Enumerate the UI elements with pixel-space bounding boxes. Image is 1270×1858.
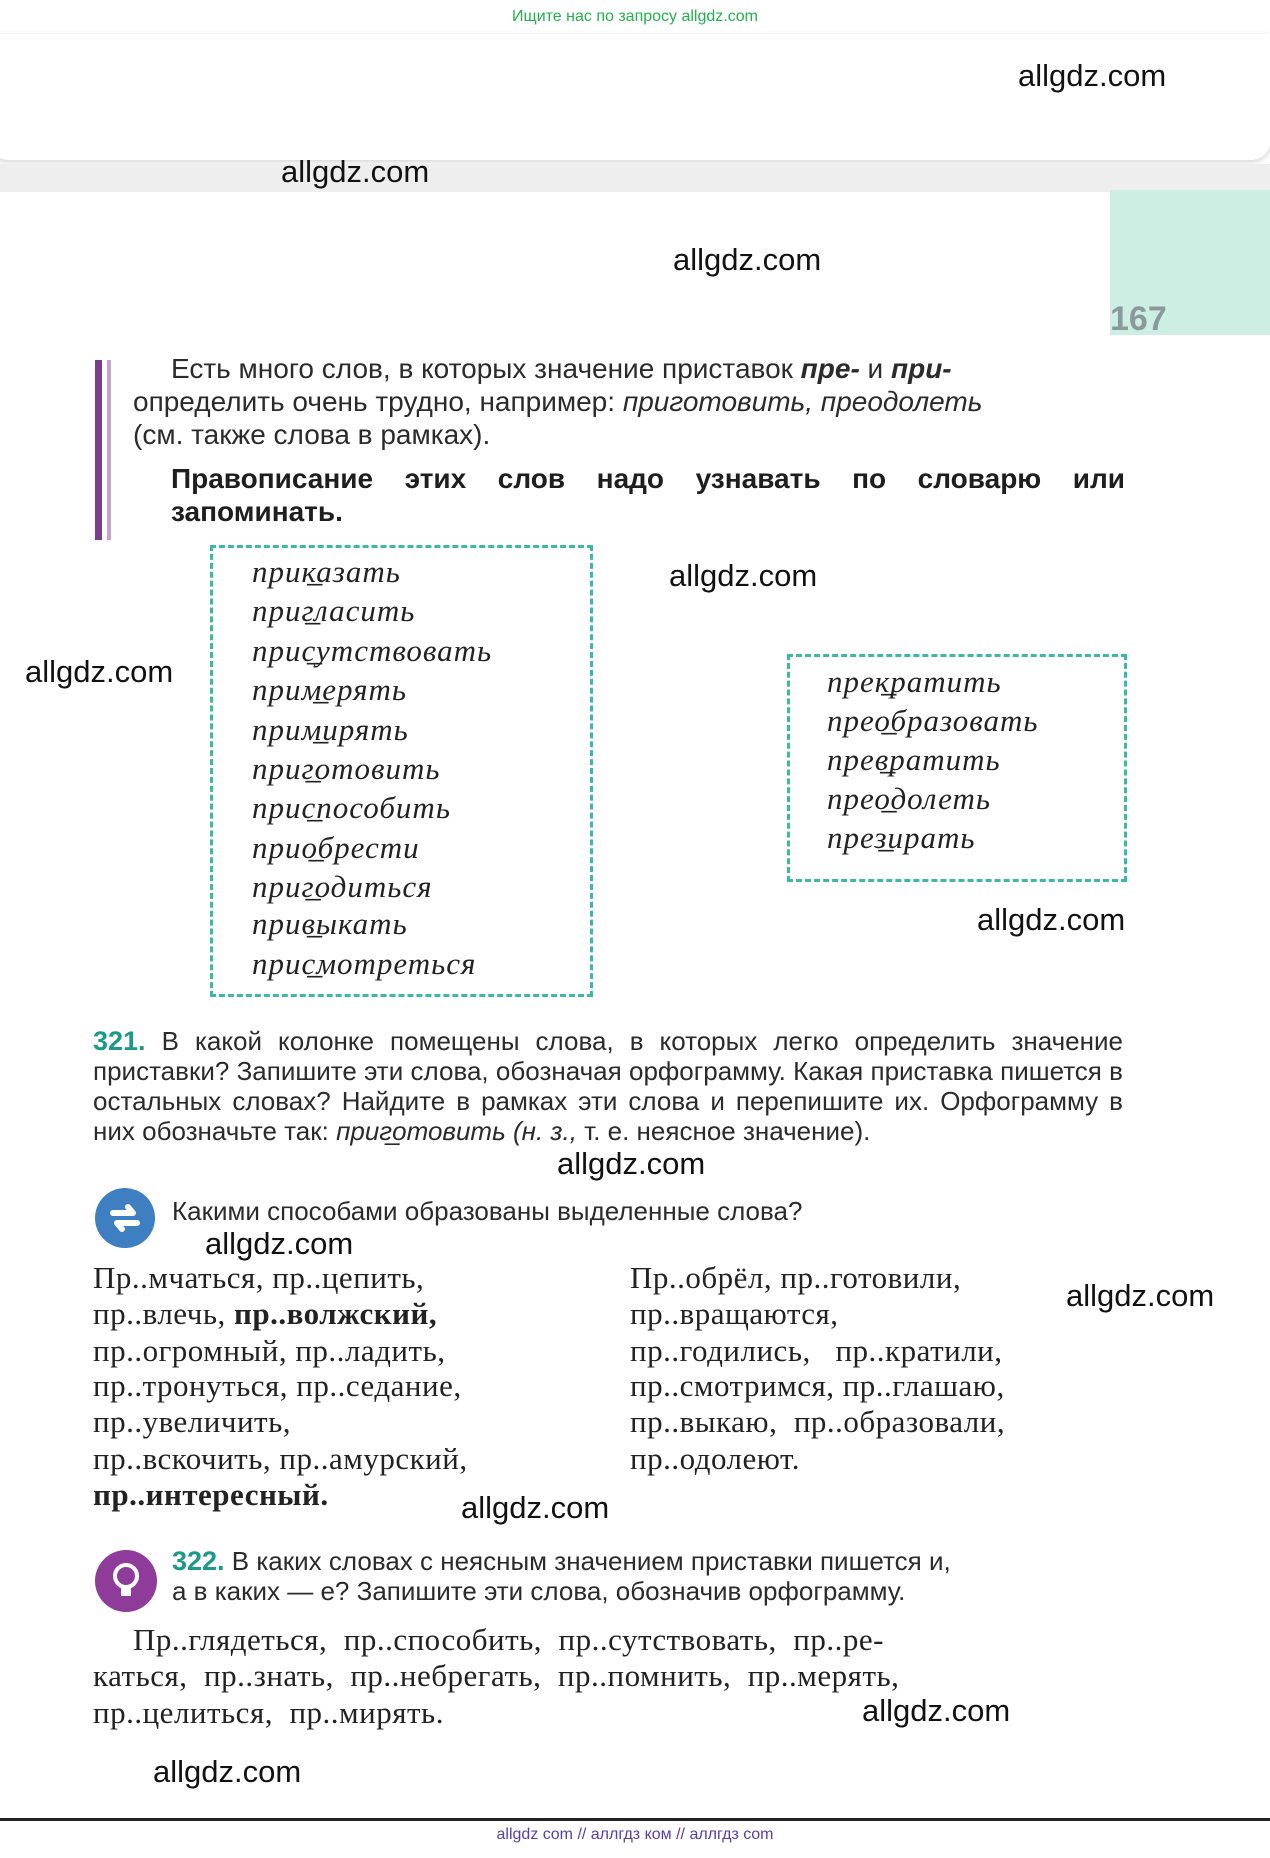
page-number: 167 xyxy=(1110,300,1167,338)
rule-bar-light xyxy=(107,360,111,540)
rule-bar xyxy=(95,360,102,540)
box-word: прев̲ратить xyxy=(827,742,1001,777)
exercise-tail: т. е. неясное значение). xyxy=(576,1116,871,1146)
refresh-icon xyxy=(95,1188,155,1248)
page-gap xyxy=(0,164,1270,194)
word-line: пр..тронуться, пр..седание, xyxy=(93,1368,462,1403)
box-word: приг̲одиться xyxy=(252,869,433,904)
word-line: Пр..обрёл, пр..готовили, xyxy=(630,1260,962,1295)
box-word: прив̲ыкать xyxy=(252,906,408,941)
watermark: allgdz.com xyxy=(862,1693,1011,1728)
word-line: Пр..мчаться, пр..цепить, xyxy=(93,1260,425,1295)
word-line: пр..вскочить, пр..амурский, xyxy=(93,1441,468,1476)
exercise-321 xyxy=(93,1026,1123,1146)
rule-text xyxy=(133,352,1125,451)
watermark: allgdz.com xyxy=(281,154,430,189)
watermark: allgdz.com xyxy=(1066,1278,1215,1313)
word-line: пр..вращаются, xyxy=(630,1296,839,1331)
box-word: прик̲азать xyxy=(252,554,401,589)
exercise-322-line2: а в каких — е? Запишите эти слова, обозначив орфограмму. xyxy=(172,1576,906,1606)
footer-divider xyxy=(0,1818,1270,1821)
header-card xyxy=(0,34,1270,160)
exercise-322-line1 xyxy=(172,1546,951,1576)
footer-links[interactable]: allgdz com // аллгдз ком // аллгдз com xyxy=(496,1826,774,1843)
watermark: allgdz.com xyxy=(205,1226,354,1261)
rule-line1: Есть много слов, в которых значение приставок xyxy=(171,353,801,384)
rule-examples: приготовить, преодолеть xyxy=(622,386,983,417)
box-word: прио̲брести xyxy=(252,830,420,865)
word-line: пр..огромный, пр..ладить, xyxy=(93,1333,446,1368)
prefix-pri: при- xyxy=(890,353,952,384)
rule-line3: (см. также слова в рамках). xyxy=(133,419,491,450)
box-word: прек̲ратить xyxy=(827,664,1002,699)
word-line: пр..одолеют. xyxy=(630,1441,801,1476)
word-line: пр..выкаю, пр..образовали, xyxy=(630,1404,1006,1439)
box-word: приг̲отовить xyxy=(252,751,441,786)
watermark: allgdz.com xyxy=(673,242,822,277)
word-line: пр..смотримся, пр..глашаю, xyxy=(630,1368,1005,1403)
banner-text[interactable]: Ищите нас по запросу allgdz.com xyxy=(512,8,758,25)
bold-word: пр..волжский, xyxy=(234,1296,438,1331)
word-line: пр..увеличить, xyxy=(93,1404,291,1439)
box-word: прис̲пособить xyxy=(252,790,451,825)
exercise-text: В какой колонке помещены слова, в которых легко определить значение приставки? Запишите эти слова, обозначая орфограмму. Какая приставка пишется в остальных словах? Найдите в рамках эти слова и перепишите их. Орфограмму в них обозначьте так: xyxy=(93,1026,1123,1146)
word-line: пр..целиться, пр..мирять. xyxy=(93,1695,444,1730)
exercise-text: В каких словах с неясным значением приставки пишется и, xyxy=(231,1546,951,1576)
rule-line2: определить очень трудно, например: xyxy=(133,386,623,417)
top-banner xyxy=(0,0,1270,34)
word-line: пр..влечь, пр..волжский, xyxy=(93,1296,438,1331)
watermark: allgdz.com xyxy=(25,654,174,689)
box-word: прео̲бразовать xyxy=(827,703,1039,738)
box-word: прис̲мотреться xyxy=(252,946,477,981)
exercise-example: приг̲отовить xyxy=(336,1116,506,1146)
rule-bold-text: Правописание этих слов надо узнавать по словарю или запоминать. xyxy=(171,463,1125,527)
word-line: Пр..глядеться, пр..способить, пр..сутствовать, пр..ре- xyxy=(133,1622,884,1657)
watermark: allgdz.com xyxy=(153,1754,302,1789)
box-word: прео̲долеть xyxy=(827,781,991,816)
exercise-number: 321. xyxy=(93,1026,146,1056)
prefix-pre: пре- xyxy=(800,353,860,384)
box-word: през̲ирать xyxy=(827,820,976,855)
watermark: allgdz.com xyxy=(977,902,1126,937)
watermark: allgdz.com xyxy=(1018,58,1167,93)
rule-and: и xyxy=(859,353,891,384)
exercise-abbr: (н. з., xyxy=(513,1116,577,1146)
word-line-bold: пр..интересный. xyxy=(93,1477,329,1512)
box-word: прим̲ирять xyxy=(252,712,409,747)
question-text: Какими способами образованы выделенные слова? xyxy=(172,1196,803,1226)
box-word: прим̲ерять xyxy=(252,672,408,707)
lightbulb-icon xyxy=(95,1550,157,1612)
watermark: allgdz.com xyxy=(669,558,818,593)
watermark: allgdz.com xyxy=(461,1490,610,1525)
rule-bold xyxy=(133,462,1125,528)
word-line: каться, пр..знать, пр..небрегать, пр..помнить, пр..мерять, xyxy=(93,1658,900,1693)
box-word: приг̲ласить xyxy=(252,593,416,628)
watermark: allgdz.com xyxy=(557,1146,706,1181)
box-word: прис̲утствовать xyxy=(252,633,493,668)
exercise-number: 322. xyxy=(172,1546,225,1576)
word-line: пр..годились, пр..кратили, xyxy=(630,1333,1003,1368)
